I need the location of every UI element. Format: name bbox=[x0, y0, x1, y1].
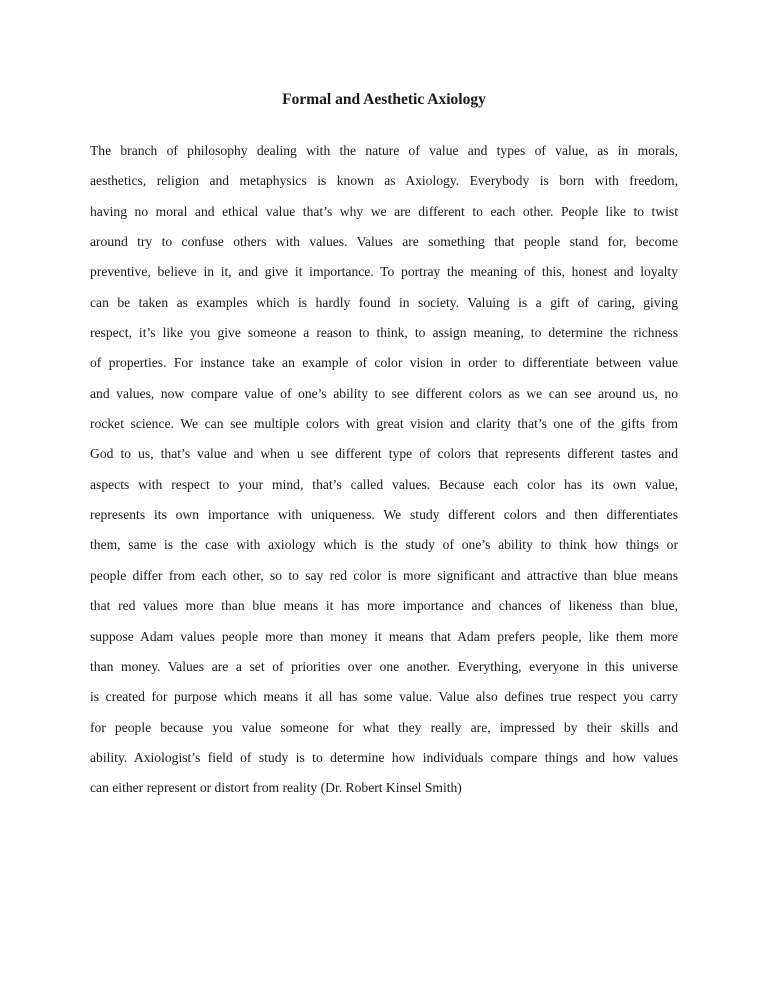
body-line: can either represent or distort from reality (Dr. Robert Kinsel Smith) bbox=[90, 780, 462, 796]
body-line: having no moral and ethical value that’s why we are different to each other. People like to twist bbox=[90, 203, 678, 219]
body-line: suppose Adam values people more than money it means that Adam prefers people, like them more bbox=[90, 628, 678, 644]
body-line: around try to confuse others with values. Values are something that people stand for, become bbox=[90, 234, 678, 250]
body-line: of properties. For instance take an example of color vision in order to differentiate between value bbox=[90, 355, 678, 371]
body-line: people differ from each other, so to say red color is more significant and attractive than blue means bbox=[90, 567, 678, 583]
body-line: can be taken as examples which is hardly found in society. Valuing is a gift of caring, giving bbox=[90, 294, 678, 310]
body-line: The branch of philosophy dealing with the nature of value and types of value, as in morals, bbox=[90, 143, 678, 158]
body-line: represents its own importance with uniqueness. We study different colors and then differentiates bbox=[90, 507, 678, 523]
body-line: is created for purpose which means it all has some value. Value also defines true respect you carry bbox=[90, 689, 678, 705]
document-body bbox=[90, 142, 678, 810]
body-line: than money. Values are a set of priorities over one another. Everything, everyone in this universe bbox=[90, 658, 678, 674]
body-line: for people because you value someone for what they really are, impressed by their skills and bbox=[90, 719, 678, 735]
body-line: aesthetics, religion and metaphysics is known as Axiology. Everybody is born with freedom, bbox=[90, 173, 678, 189]
body-line: rocket science. We can see multiple colors with great vision and clarity that’s one of the gifts from bbox=[90, 416, 678, 432]
body-line: them, same is the case with axiology which is the study of one’s ability to think how things or bbox=[90, 537, 678, 553]
body-line: God to us, that’s value and when u see different type of colors that represents different tastes and bbox=[90, 446, 678, 462]
body-line: that red values more than blue means it has more importance and chances of likeness than blue, bbox=[90, 598, 678, 614]
document-title: Formal and Aesthetic Axiology bbox=[282, 91, 486, 108]
body-line: preventive, believe in it, and give it importance. To portray the meaning of this, honest and loyalty bbox=[90, 264, 678, 280]
body-line: and values, now compare value of one’s ability to see different colors as we can see around us, no bbox=[90, 385, 678, 401]
body-line: ability. Axiologist’s field of study is to determine how individuals compare things and how values bbox=[90, 749, 678, 765]
body-line: aspects with respect to your mind, that’s called values. Because each color has its own value, bbox=[90, 476, 678, 492]
body-line: respect, it’s like you give someone a reason to think, to assign meaning, to determine the richness bbox=[90, 325, 678, 341]
